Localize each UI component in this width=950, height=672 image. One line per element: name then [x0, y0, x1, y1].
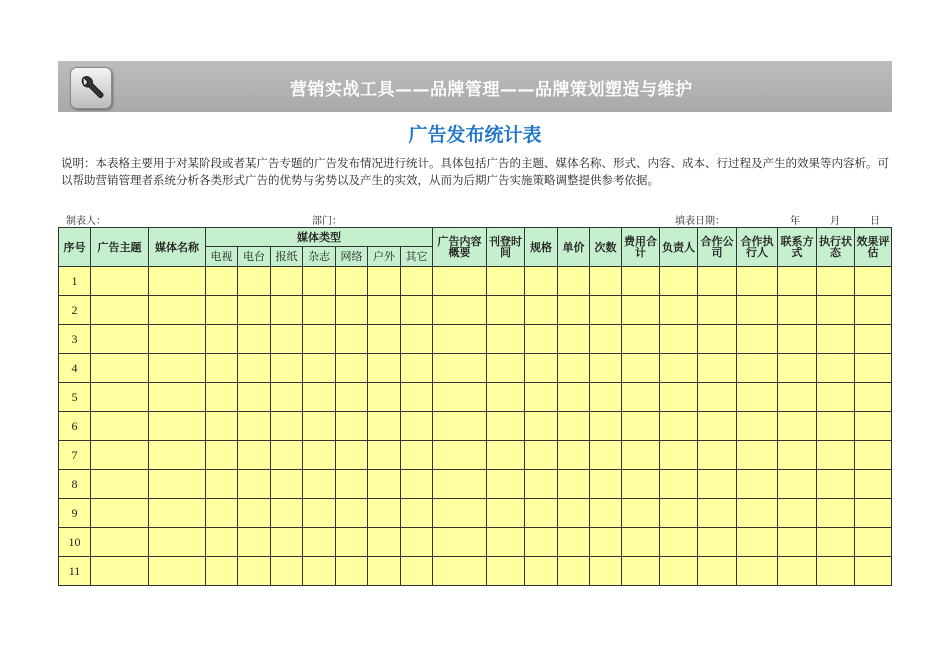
- table-cell[interactable]: [368, 296, 401, 325]
- table-cell[interactable]: [698, 412, 737, 441]
- table-cell[interactable]: [622, 470, 660, 499]
- table-cell[interactable]: [590, 296, 622, 325]
- table-cell[interactable]: [817, 441, 855, 470]
- table-cell[interactable]: [525, 383, 558, 412]
- table-cell[interactable]: [206, 412, 238, 441]
- table-cell[interactable]: [368, 267, 401, 296]
- table-cell[interactable]: [271, 557, 303, 586]
- table-cell[interactable]: [525, 557, 558, 586]
- table-cell[interactable]: [368, 441, 401, 470]
- table-cell[interactable]: [660, 383, 698, 412]
- table-cell[interactable]: [660, 354, 698, 383]
- table-cell[interactable]: [855, 354, 892, 383]
- table-cell[interactable]: [558, 383, 590, 412]
- table-cell[interactable]: [206, 470, 238, 499]
- table-cell[interactable]: [855, 325, 892, 354]
- table-cell[interactable]: [336, 325, 368, 354]
- banner-title: 营销实战工具——品牌管理——品牌策划塑造与维护: [290, 80, 693, 100]
- table-cell[interactable]: [336, 383, 368, 412]
- day-label: 日: [870, 216, 880, 227]
- table-cell[interactable]: [91, 412, 149, 441]
- table-cell[interactable]: [590, 528, 622, 557]
- maker-label: 制表人：: [66, 216, 106, 227]
- table-cell[interactable]: [238, 499, 271, 528]
- table-cell[interactable]: [91, 499, 149, 528]
- table-cell[interactable]: [737, 296, 778, 325]
- table-cell[interactable]: [303, 354, 336, 383]
- table-cell[interactable]: [660, 441, 698, 470]
- table-cell[interactable]: [91, 325, 149, 354]
- table-cell[interactable]: [433, 499, 487, 528]
- table-cell[interactable]: [368, 412, 401, 441]
- table-cell[interactable]: [368, 383, 401, 412]
- header-seq: 序号: [59, 228, 91, 267]
- table-cell[interactable]: [817, 470, 855, 499]
- table-cell[interactable]: [660, 528, 698, 557]
- table-cell[interactable]: [336, 499, 368, 528]
- header-row: [59, 228, 892, 247]
- table-cell[interactable]: [401, 383, 433, 412]
- table-cell[interactable]: [778, 557, 817, 586]
- table-cell[interactable]: [590, 325, 622, 354]
- table-cell[interactable]: [238, 557, 271, 586]
- header-media-newspaper: 报纸: [271, 247, 303, 267]
- table-cell[interactable]: [778, 325, 817, 354]
- table-cell[interactable]: [855, 296, 892, 325]
- table-cell[interactable]: [778, 441, 817, 470]
- table-cell[interactable]: [271, 383, 303, 412]
- table-cell[interactable]: [590, 499, 622, 528]
- table-cell[interactable]: [590, 267, 622, 296]
- table-cell[interactable]: [698, 557, 737, 586]
- row-number: 9: [59, 499, 91, 528]
- table-cell[interactable]: [368, 470, 401, 499]
- table-cell[interactable]: [558, 325, 590, 354]
- table-row: [59, 296, 892, 325]
- table-cell[interactable]: [817, 267, 855, 296]
- table-body: [59, 267, 892, 586]
- table-cell[interactable]: [660, 470, 698, 499]
- table-cell[interactable]: [487, 528, 525, 557]
- table-cell[interactable]: [558, 470, 590, 499]
- table-cell[interactable]: [433, 267, 487, 296]
- table-cell[interactable]: [622, 528, 660, 557]
- table-cell[interactable]: [525, 528, 558, 557]
- table-cell[interactable]: [817, 557, 855, 586]
- table-cell[interactable]: [622, 557, 660, 586]
- table-cell[interactable]: [149, 354, 206, 383]
- table-cell[interactable]: [698, 470, 737, 499]
- table-cell[interactable]: [660, 412, 698, 441]
- table-cell[interactable]: [698, 499, 737, 528]
- header-contact: 联系方式: [778, 228, 817, 267]
- header-media-outdoor: 户外: [368, 247, 401, 267]
- table-cell[interactable]: [737, 470, 778, 499]
- table-cell[interactable]: [336, 528, 368, 557]
- table-cell[interactable]: [778, 354, 817, 383]
- row-number: 5: [59, 383, 91, 412]
- table-cell[interactable]: [149, 296, 206, 325]
- table-cell[interactable]: [778, 470, 817, 499]
- table-cell[interactable]: [558, 441, 590, 470]
- table-cell[interactable]: [778, 267, 817, 296]
- table-cell[interactable]: [817, 528, 855, 557]
- table-cell[interactable]: [558, 267, 590, 296]
- table-cell[interactable]: [525, 470, 558, 499]
- table-cell[interactable]: [622, 441, 660, 470]
- table-cell[interactable]: [525, 354, 558, 383]
- table-cell[interactable]: [737, 499, 778, 528]
- table-cell[interactable]: [525, 499, 558, 528]
- table-cell[interactable]: [737, 441, 778, 470]
- table-cell[interactable]: [525, 325, 558, 354]
- table-cell[interactable]: [149, 470, 206, 499]
- table-cell[interactable]: [303, 296, 336, 325]
- table-row: [59, 557, 892, 586]
- table-cell[interactable]: [855, 557, 892, 586]
- table-cell[interactable]: [238, 354, 271, 383]
- department-label: 部门：: [312, 216, 342, 227]
- table-cell[interactable]: [303, 470, 336, 499]
- header-media-radio: 电台: [238, 247, 271, 267]
- table-cell[interactable]: [737, 412, 778, 441]
- table-cell[interactable]: [303, 499, 336, 528]
- table-cell[interactable]: [487, 383, 525, 412]
- table-cell[interactable]: [238, 383, 271, 412]
- table-cell[interactable]: [401, 267, 433, 296]
- table-cell[interactable]: [855, 441, 892, 470]
- table-cell[interactable]: [622, 383, 660, 412]
- table-cell[interactable]: [855, 412, 892, 441]
- header-partner-company: 合作公司: [698, 228, 737, 267]
- table-cell[interactable]: [817, 325, 855, 354]
- year-label: 年: [790, 216, 800, 227]
- row-number: 10: [59, 528, 91, 557]
- header-unit-price: 单价: [558, 228, 590, 267]
- table-cell[interactable]: [368, 528, 401, 557]
- table-cell[interactable]: [271, 528, 303, 557]
- table-cell[interactable]: [238, 267, 271, 296]
- table-cell[interactable]: [622, 325, 660, 354]
- table-cell[interactable]: [149, 267, 206, 296]
- table-cell[interactable]: [271, 441, 303, 470]
- table-cell[interactable]: [91, 470, 149, 499]
- table-cell[interactable]: [817, 383, 855, 412]
- table-cell[interactable]: [91, 383, 149, 412]
- table-cell[interactable]: [622, 296, 660, 325]
- table-cell[interactable]: [336, 470, 368, 499]
- table-cell[interactable]: [660, 325, 698, 354]
- table-cell[interactable]: [487, 470, 525, 499]
- table-cell[interactable]: [590, 354, 622, 383]
- table-cell[interactable]: [149, 557, 206, 586]
- table-cell[interactable]: [206, 499, 238, 528]
- table-cell[interactable]: [737, 267, 778, 296]
- table-cell[interactable]: [149, 528, 206, 557]
- header-media-other: 其它: [401, 247, 433, 267]
- row-number: 7: [59, 441, 91, 470]
- table-cell[interactable]: [206, 441, 238, 470]
- table-cell[interactable]: [91, 441, 149, 470]
- header-media-type: 媒体类型: [206, 228, 433, 247]
- table-cell[interactable]: [91, 557, 149, 586]
- row-number: 3: [59, 325, 91, 354]
- table-cell[interactable]: [698, 325, 737, 354]
- table-cell[interactable]: [271, 412, 303, 441]
- table-cell[interactable]: [336, 267, 368, 296]
- table-cell[interactable]: [206, 528, 238, 557]
- table-cell[interactable]: [149, 441, 206, 470]
- table-cell[interactable]: [525, 296, 558, 325]
- table-cell[interactable]: [558, 354, 590, 383]
- table-cell[interactable]: [660, 296, 698, 325]
- table-cell[interactable]: [238, 325, 271, 354]
- table-cell[interactable]: [590, 412, 622, 441]
- header-partner-executor: 合作执行人: [737, 228, 778, 267]
- table-cell[interactable]: [336, 441, 368, 470]
- header-times: 次数: [590, 228, 622, 267]
- table-cell[interactable]: [855, 383, 892, 412]
- row-number: 1: [59, 267, 91, 296]
- table-cell[interactable]: [433, 470, 487, 499]
- table-cell[interactable]: [698, 441, 737, 470]
- table-cell[interactable]: [303, 528, 336, 557]
- table-cell[interactable]: [368, 557, 401, 586]
- table-cell[interactable]: [590, 470, 622, 499]
- table-cell[interactable]: [206, 296, 238, 325]
- table-cell[interactable]: [778, 499, 817, 528]
- table-cell[interactable]: [206, 267, 238, 296]
- table-cell[interactable]: [336, 296, 368, 325]
- table-cell[interactable]: [149, 383, 206, 412]
- table-cell[interactable]: [149, 325, 206, 354]
- table-cell[interactable]: [778, 412, 817, 441]
- table-cell[interactable]: [817, 499, 855, 528]
- table-cell[interactable]: [433, 296, 487, 325]
- table-cell[interactable]: [660, 557, 698, 586]
- header-content: 广告内容概要: [433, 228, 487, 267]
- table-cell[interactable]: [433, 441, 487, 470]
- header-media-tv: 电视: [206, 247, 238, 267]
- table-cell[interactable]: [778, 528, 817, 557]
- table-row: [59, 470, 892, 499]
- row-number: 4: [59, 354, 91, 383]
- fill-date-label: 填表日期：: [675, 216, 725, 227]
- document-title: 广告发布统计表: [408, 124, 542, 146]
- table-cell[interactable]: [91, 528, 149, 557]
- table-cell[interactable]: [558, 528, 590, 557]
- table-cell[interactable]: [737, 528, 778, 557]
- table-cell[interactable]: [368, 354, 401, 383]
- table-cell[interactable]: [238, 412, 271, 441]
- table-cell[interactable]: [487, 499, 525, 528]
- header-person-in-charge: 负责人: [660, 228, 698, 267]
- table-cell[interactable]: [855, 267, 892, 296]
- table-cell[interactable]: [487, 557, 525, 586]
- table-cell[interactable]: [271, 296, 303, 325]
- table-cell[interactable]: [487, 412, 525, 441]
- table-cell[interactable]: [238, 441, 271, 470]
- table-cell[interactable]: [698, 267, 737, 296]
- table-cell[interactable]: [433, 557, 487, 586]
- table-cell[interactable]: [737, 354, 778, 383]
- table-cell[interactable]: [238, 528, 271, 557]
- header-media-internet: 网络: [336, 247, 368, 267]
- table-cell[interactable]: [401, 325, 433, 354]
- table-cell[interactable]: [525, 267, 558, 296]
- table-row: [59, 267, 892, 296]
- row-number: 11: [59, 557, 91, 586]
- table-cell[interactable]: [855, 499, 892, 528]
- header-status: 执行状态: [817, 228, 855, 267]
- table-cell[interactable]: [401, 412, 433, 441]
- table-cell[interactable]: [737, 325, 778, 354]
- header-ad-theme: 广告主题: [91, 228, 149, 267]
- table-cell[interactable]: [368, 499, 401, 528]
- table-cell[interactable]: [238, 470, 271, 499]
- banner: [58, 61, 892, 112]
- table-cell[interactable]: [778, 383, 817, 412]
- month-label: 月: [830, 216, 840, 227]
- table-cell[interactable]: [698, 383, 737, 412]
- table-cell[interactable]: [558, 412, 590, 441]
- header-media-name: 媒体名称: [149, 228, 206, 267]
- table-cell[interactable]: [737, 557, 778, 586]
- table-cell[interactable]: [336, 354, 368, 383]
- table-cell[interactable]: [401, 296, 433, 325]
- table-cell[interactable]: [149, 412, 206, 441]
- table-cell[interactable]: [737, 383, 778, 412]
- table-cell[interactable]: [91, 354, 149, 383]
- table-cell[interactable]: [487, 296, 525, 325]
- table-cell[interactable]: [817, 296, 855, 325]
- table-cell[interactable]: [433, 383, 487, 412]
- table-cell[interactable]: [303, 383, 336, 412]
- table-cell[interactable]: [817, 354, 855, 383]
- header-evaluation: 效果评估: [855, 228, 892, 267]
- table-cell[interactable]: [401, 441, 433, 470]
- ad-statistics-table: [58, 227, 892, 586]
- table-row: [59, 441, 892, 470]
- table-cell[interactable]: [91, 296, 149, 325]
- table-row: [59, 528, 892, 557]
- table-cell[interactable]: [336, 557, 368, 586]
- table-cell[interactable]: [622, 354, 660, 383]
- table-cell[interactable]: [401, 470, 433, 499]
- table-cell[interactable]: [590, 557, 622, 586]
- table-cell[interactable]: [401, 354, 433, 383]
- table-cell[interactable]: [368, 325, 401, 354]
- table-cell[interactable]: [433, 325, 487, 354]
- table-cell[interactable]: [698, 296, 737, 325]
- header-total-cost: 费用合计: [622, 228, 660, 267]
- table-cell[interactable]: [525, 412, 558, 441]
- table-cell[interactable]: [778, 296, 817, 325]
- table-cell[interactable]: [271, 499, 303, 528]
- table-row: [59, 383, 892, 412]
- table-cell[interactable]: [590, 441, 622, 470]
- table-cell[interactable]: [238, 296, 271, 325]
- table-cell[interactable]: [487, 441, 525, 470]
- table-cell[interactable]: [271, 267, 303, 296]
- table-cell[interactable]: [149, 499, 206, 528]
- table-cell[interactable]: [487, 267, 525, 296]
- table-cell[interactable]: [271, 470, 303, 499]
- table-cell[interactable]: [558, 499, 590, 528]
- table-cell[interactable]: [660, 499, 698, 528]
- table-cell[interactable]: [698, 528, 737, 557]
- table-cell[interactable]: [401, 557, 433, 586]
- row-number: 6: [59, 412, 91, 441]
- table-cell[interactable]: [303, 412, 336, 441]
- table-cell[interactable]: [558, 557, 590, 586]
- table-cell[interactable]: [206, 557, 238, 586]
- table-cell[interactable]: [558, 296, 590, 325]
- table-cell[interactable]: [817, 412, 855, 441]
- table-cell[interactable]: [433, 528, 487, 557]
- table-cell[interactable]: [303, 267, 336, 296]
- table-cell[interactable]: [401, 499, 433, 528]
- table-row: [59, 499, 892, 528]
- table-cell[interactable]: [525, 441, 558, 470]
- header-spec: 规格: [525, 228, 558, 267]
- row-number: 2: [59, 296, 91, 325]
- row-number: 8: [59, 470, 91, 499]
- table-row: [59, 354, 892, 383]
- table-cell[interactable]: [91, 267, 149, 296]
- table-cell[interactable]: [698, 354, 737, 383]
- table-cell[interactable]: [622, 412, 660, 441]
- table-cell[interactable]: [622, 499, 660, 528]
- table-row: [59, 325, 892, 354]
- table-cell[interactable]: [206, 354, 238, 383]
- table-cell[interactable]: [487, 325, 525, 354]
- table-cell[interactable]: [855, 470, 892, 499]
- header-publish-time: 刊登时间: [487, 228, 525, 267]
- header-media-magazine: 杂志: [303, 247, 336, 267]
- table-cell[interactable]: [401, 528, 433, 557]
- table-cell[interactable]: [206, 383, 238, 412]
- table-cell[interactable]: [855, 528, 892, 557]
- table-cell[interactable]: [206, 325, 238, 354]
- table-cell[interactable]: [336, 412, 368, 441]
- table-cell[interactable]: [622, 267, 660, 296]
- table-cell[interactable]: [271, 325, 303, 354]
- table-cell[interactable]: [433, 412, 487, 441]
- table-cell[interactable]: [303, 441, 336, 470]
- table-cell[interactable]: [433, 354, 487, 383]
- table-cell[interactable]: [303, 557, 336, 586]
- wrench-icon: [70, 67, 112, 109]
- table-cell[interactable]: [590, 383, 622, 412]
- table-cell[interactable]: [660, 267, 698, 296]
- table-row: [59, 412, 892, 441]
- table-cell[interactable]: [487, 354, 525, 383]
- table-cell[interactable]: [271, 354, 303, 383]
- table-cell[interactable]: [303, 325, 336, 354]
- description-text: 说明：本表格主要用于对某阶段或者某广告专题的广告发布情况进行统计。具体包括广告的主题、媒体名称、形式、内容、成本、行过程及产生的效果等内容析。可以帮助营销管理者系统分析各类形式广告的优势与劣势以及产生的实效，从而为后期广告实施策略调整提供参考依据。: [61, 156, 889, 187]
